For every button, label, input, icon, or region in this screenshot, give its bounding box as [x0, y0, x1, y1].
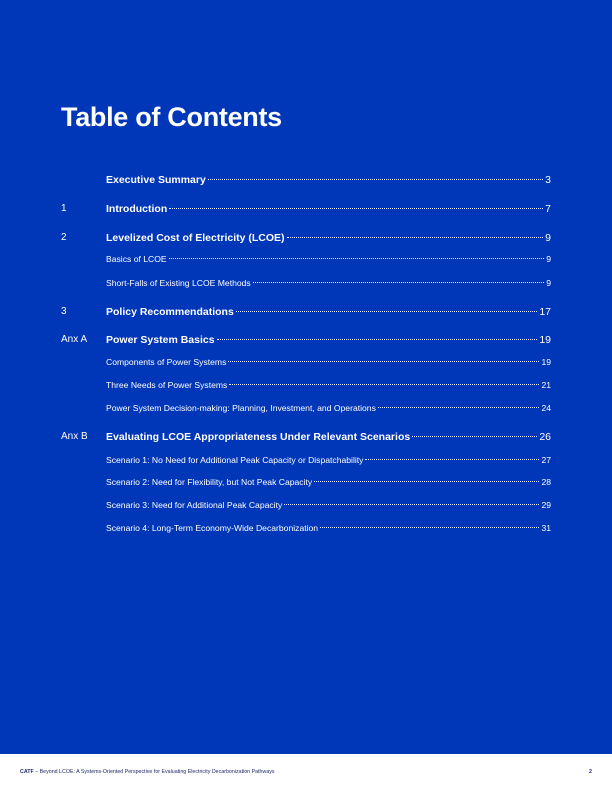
- toc-label: Evaluating LCOE Appropriateness Under Relevant Scenarios: [106, 431, 411, 443]
- toc-row[interactable]: [0, 304, 612, 320]
- toc-label: Levelized Cost of Electricity (LCOE): [106, 232, 285, 244]
- toc-page: 24: [541, 403, 551, 413]
- toc-leader: [287, 237, 544, 238]
- toc-leader: [284, 504, 539, 505]
- toc-leader: [169, 208, 543, 209]
- toc-leader: [228, 361, 539, 362]
- toc-leader: [320, 527, 539, 528]
- toc-leader: [217, 339, 538, 340]
- toc-leader: [208, 179, 543, 180]
- toc-row[interactable]: [0, 497, 612, 513]
- toc-row[interactable]: [0, 201, 612, 217]
- toc-row[interactable]: [0, 474, 612, 490]
- toc-page: 21: [541, 380, 551, 390]
- toc-label: Power System Basics: [106, 334, 215, 346]
- toc-label: Short-Falls of Existing LCOE Methods: [106, 278, 251, 288]
- toc-number: 2: [61, 232, 67, 243]
- page-title: Table of Contents: [61, 102, 282, 132]
- toc-page: 7: [545, 203, 551, 215]
- toc-label: Scenario 2: Need for Flexibility, but Not Peak Capacity: [106, 477, 313, 487]
- toc-row[interactable]: [0, 400, 612, 416]
- toc-row[interactable]: [0, 520, 612, 536]
- toc-label: Scenario 4: Long-Term Economy-Wide Decarbonization: [106, 523, 319, 533]
- toc-page: 3: [545, 174, 551, 186]
- toc-page: 9: [546, 254, 551, 264]
- toc-leader: [253, 282, 545, 283]
- footer-org: CATF: [20, 769, 34, 775]
- toc-number: 1: [61, 203, 67, 214]
- toc-label: Scenario 1: No Need for Additional Peak Capacity or Dispatchability: [106, 455, 364, 465]
- footer-page-number: 2: [589, 769, 592, 775]
- toc-leader: [229, 384, 539, 385]
- toc-row[interactable]: [0, 275, 612, 291]
- toc-row[interactable]: [0, 377, 612, 393]
- toc-label: Scenario 3: Need for Additional Peak Capacity: [106, 500, 283, 510]
- toc-page: 19: [539, 334, 551, 346]
- toc-label: Introduction: [106, 203, 168, 215]
- toc-page: 17: [539, 306, 551, 318]
- toc-page: 9: [546, 278, 551, 288]
- toc-leader: [236, 311, 538, 312]
- toc-leader: [314, 481, 539, 482]
- toc-label: Power System Decision-making: Planning, Investment, and Operations: [106, 403, 376, 413]
- toc-row[interactable]: [0, 354, 612, 370]
- toc-row[interactable]: [0, 172, 612, 188]
- toc-leader: [412, 436, 537, 437]
- toc-leader: [169, 258, 545, 259]
- toc-leader: [378, 407, 540, 408]
- toc-leader: [365, 459, 539, 460]
- toc-row[interactable]: [0, 452, 612, 468]
- footer-title-text: – Beyond LCOE: A Systems-Oriented Perspective for Evaluating Electricity Decarbonization Pathways: [33, 769, 275, 775]
- toc-page: 31: [541, 523, 551, 533]
- toc-row[interactable]: [0, 332, 612, 348]
- toc-page: 9: [545, 232, 551, 244]
- toc-label: Executive Summary: [106, 174, 206, 186]
- toc-page: 28: [541, 477, 551, 487]
- toc-label: Three Needs of Power Systems: [106, 380, 228, 390]
- toc-row[interactable]: [0, 429, 612, 445]
- toc-label: Policy Recommendations: [106, 306, 234, 318]
- toc-number: 3: [61, 306, 67, 317]
- toc-label: Basics of LCOE: [106, 254, 167, 264]
- page-footer: [0, 754, 612, 792]
- toc-number: Anx A: [61, 334, 88, 345]
- toc-number: Anx B: [61, 431, 88, 442]
- toc-label: Components of Power Systems: [106, 357, 227, 367]
- toc-row[interactable]: [0, 230, 612, 246]
- footer-document-title: [20, 769, 275, 775]
- toc-page: 27: [541, 455, 551, 465]
- toc-page: 29: [541, 500, 551, 510]
- toc-row[interactable]: [0, 251, 612, 267]
- toc-page: 26: [539, 431, 551, 443]
- toc-page: 19: [541, 357, 551, 367]
